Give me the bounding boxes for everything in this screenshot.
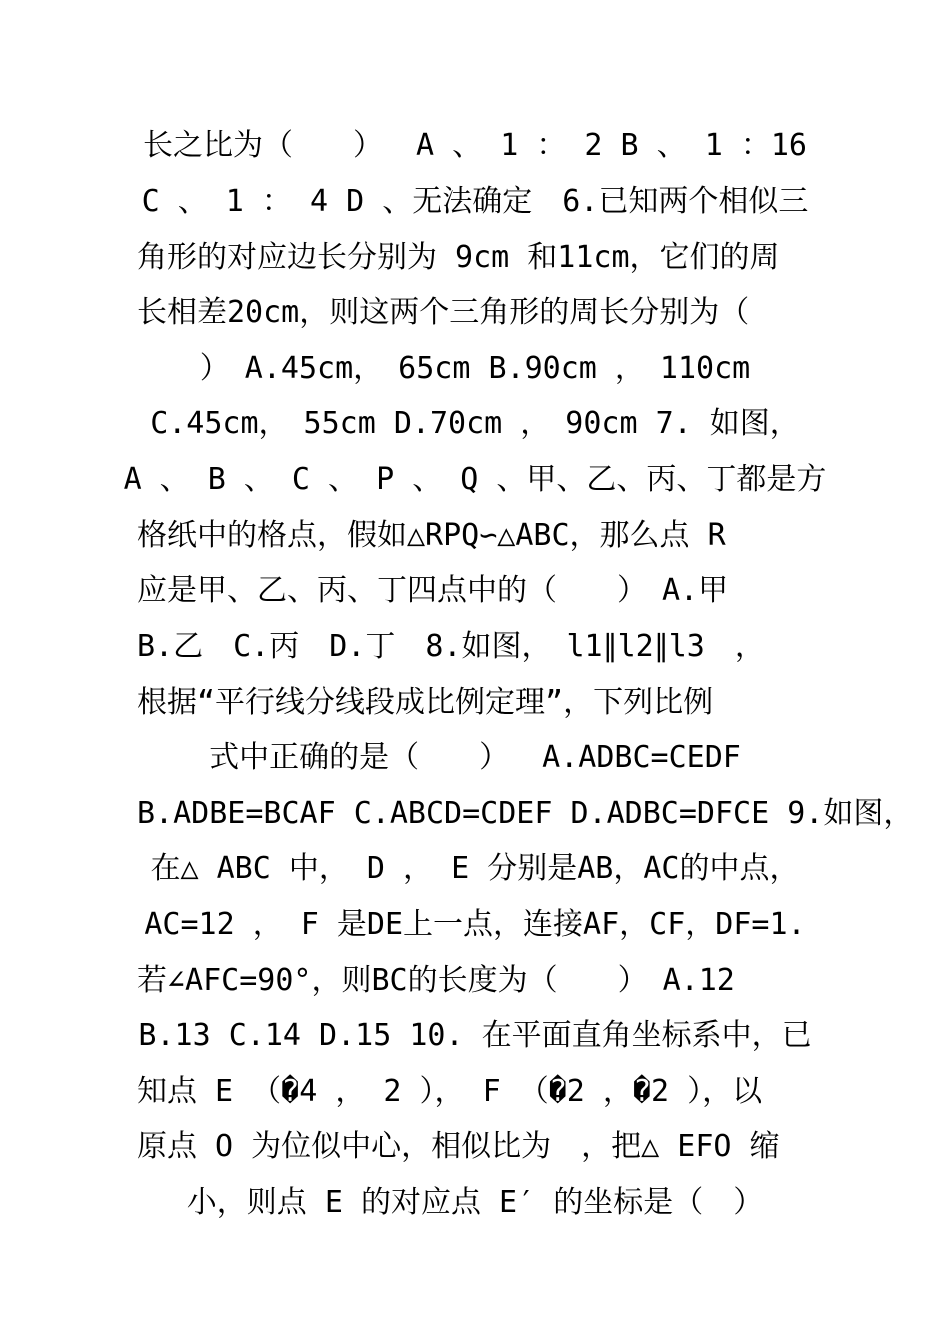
text-line-3: 角形的对应边长分别为 9cm 和11cm，它们的周 — [137, 240, 780, 275]
text-line-8: 格纸中的格点，假如△RPQ∽△ABC，那么点 R — [137, 518, 726, 553]
text-line-20: 小，则点 E 的对应点 E′ 的坐标是（ ） — [186, 1185, 764, 1220]
text-line-16: 若∠AFC=90°，则BC的长度为（ ） A.12 — [137, 963, 735, 998]
text-line-1: 长之比为（ ） A 、 1 ： 2 B 、 1 ：16 — [143, 128, 807, 163]
text-line-6: C.45cm， 55cm D.70cm ， 90cm 7. 如图， — [150, 406, 800, 441]
text-line-9: 应是甲、乙、丙、丁四点中的（ ） A.甲 — [137, 573, 729, 608]
text-line-12: 式中正确的是（ ） A.ADBC=CEDF — [209, 740, 741, 775]
text-line-2: C 、 1 ： 4 D 、无法确定 6.已知两个相似三 — [141, 184, 809, 219]
text-line-11: 根据“平行线分线段成比例定理”，下列比例 — [137, 685, 714, 720]
text-line-19: 原点 O 为位似中心，相似比为 ，把△ EFO 缩 — [137, 1129, 780, 1164]
text-line-14: 在△ ABC 中， D ， E 分别是AB，AC的中点， — [150, 851, 800, 886]
text-line-17: B.13 C.14 D.15 10. 在平面直角坐标系中，已 — [138, 1018, 812, 1053]
text-line-5: ） A.45cm， 65cm B.90cm ， 110cm — [199, 351, 751, 386]
text-line-7: A 、 B 、 C 、 P 、 Q 、甲、乙、丙、丁都是方 — [123, 462, 827, 497]
text-line-18: 知点 E （�4 ， 2 ）， F （�2 ，�2 ），以 — [137, 1074, 763, 1109]
text-line-10: B.乙 C.丙 D.丁 8.如图， l1∥l2∥l3 ， — [137, 629, 765, 664]
text-line-4: 长相差20cm，则这两个三角形的周长分别为（ — [137, 295, 750, 330]
text-line-13: B.ADBE=BCAF C.ABCD=CDEF D.ADBC=DFCE 9.如图， — [137, 796, 914, 831]
text-line-15: AC=12 ， F 是DE上一点，连接AF，CF，DF=1. — [144, 907, 806, 942]
